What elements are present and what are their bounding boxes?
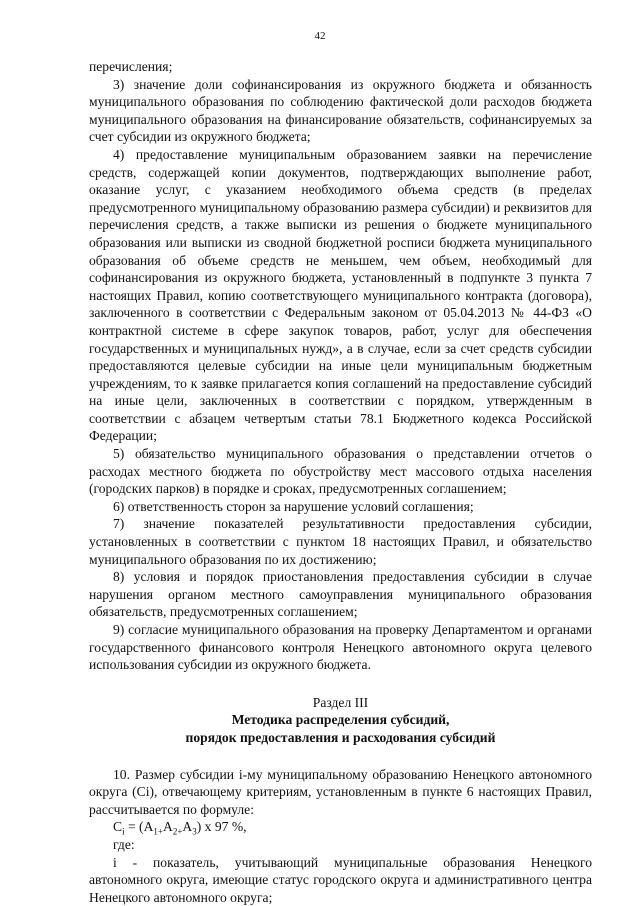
section-label: Раздел III bbox=[312, 694, 369, 710]
formula-sub-i: i bbox=[122, 827, 125, 838]
paragraph-item-9: 9) согласие муниципального образования на проверку Департаментом и органами государственного финансового контроля Ненецкого автономного округа целевого использования субсидии из окружного бюджета. bbox=[89, 622, 592, 673]
formula-a3: A bbox=[182, 819, 193, 835]
formula-sub-2: 2+ bbox=[172, 827, 183, 838]
formula-a2: A bbox=[162, 819, 173, 835]
formula-c: C bbox=[113, 819, 123, 835]
paragraph-item-8: 8) условия и порядок приостановления предоставления субсидии в случае нарушения органом местного самоуправления муниципального образования обязательств, предусмотренных соглашением; bbox=[89, 569, 592, 620]
paragraph-continuation: перечисления; bbox=[89, 59, 173, 74]
formula-sub-1: 1+ bbox=[153, 827, 163, 838]
section-heading bbox=[89, 694, 592, 747]
formula-sub-3: 3 bbox=[192, 827, 197, 838]
document-body bbox=[89, 58, 592, 906]
formula-close: ) x 97 %, bbox=[196, 819, 247, 835]
section-title-line-1: Методика распределения субсидий, bbox=[231, 712, 450, 728]
paragraph-item-10: 10. Размер субсидии i-му муниципальному образованию Ненецкого автономного округа (Ci), отвечающему критериям, установленным в пункте 6 настоящих Правил, рассчитывается по формуле: bbox=[89, 766, 592, 817]
formula bbox=[89, 818, 592, 836]
section-title-line-2: порядок предоставления и расходования субсидий bbox=[185, 729, 496, 745]
formula-open: = (A bbox=[124, 819, 154, 835]
paragraph-item-4: 4) предоставление муниципальным образованием заявки на перечисление средств, содержащей копии документов, подтверждающих выполнение работ, оказание услуг, с указанием необходимого объема средств (в пределах предусмотренного муниципальному образованию размера субсидии) и реквизитов для перечисления средств, а также выписки из решения о бюджете муниципального образования или выписки из сводной бюджетной росписи бюджета муниципального образования об объеме средств не меньшем, чем объем, необходимый для софинансирования из окружного бюджета, установленный в подпункте 3 пункта 7 настоящих Правил, копию соответствующего муниципального контракта (договора), заключенного в соответствии с Федеральным законом от 05.04.2013 № 44-ФЗ «О контрактной системе в сфере закупок товаров, работ, услуг для обеспечения государственных и муниципальных нужд», а в случае, если за счет средств субсидии предоставляются целевые субсидии на иные цели муниципальным бюджетным учреждениям, то к заявке прилагается копия соглашений на предоставление субсидий на иные цели, заключенных в соответствии с порядком, утвержденным в соответствии с абзацем четвертым статьи 78.1 Бюджетного кодекса Российской Федерации; bbox=[89, 146, 592, 444]
definition-i: i - показатель, учитывающий муниципальные образования Ненецкого автономного округа, имеющие статус городского округа и административного центра Ненецкого автономного округа; bbox=[89, 854, 592, 905]
formula-where: где: bbox=[113, 836, 135, 852]
paragraph-item-5: 5) обязательство муниципального образования о представлении отчетов о расходах местного бюджета по обустройству мест массового отдыха населения (городских парков) в порядке и сроках, предусмотренных соглашением; bbox=[89, 446, 592, 497]
paragraph-item-7: 7) значение показателей результативности предоставления субсидии, установленных в соответствии с пунктом 18 настоящих Правил, и обязательство муниципального образования по их достижению; bbox=[89, 516, 592, 567]
paragraph-item-3: 3) значение доли софинансирования из окружного бюджета и обязанность муниципального образования по соблюдению фактической доли расходов бюджета муниципального образования на финансирование обязательств, софинансируемых за счет субсидии из окружного бюджета; bbox=[89, 76, 592, 145]
paragraph-item-6: 6) ответственность сторон за нарушение условий соглашения; bbox=[113, 498, 474, 514]
page-number: 42 bbox=[314, 30, 326, 42]
